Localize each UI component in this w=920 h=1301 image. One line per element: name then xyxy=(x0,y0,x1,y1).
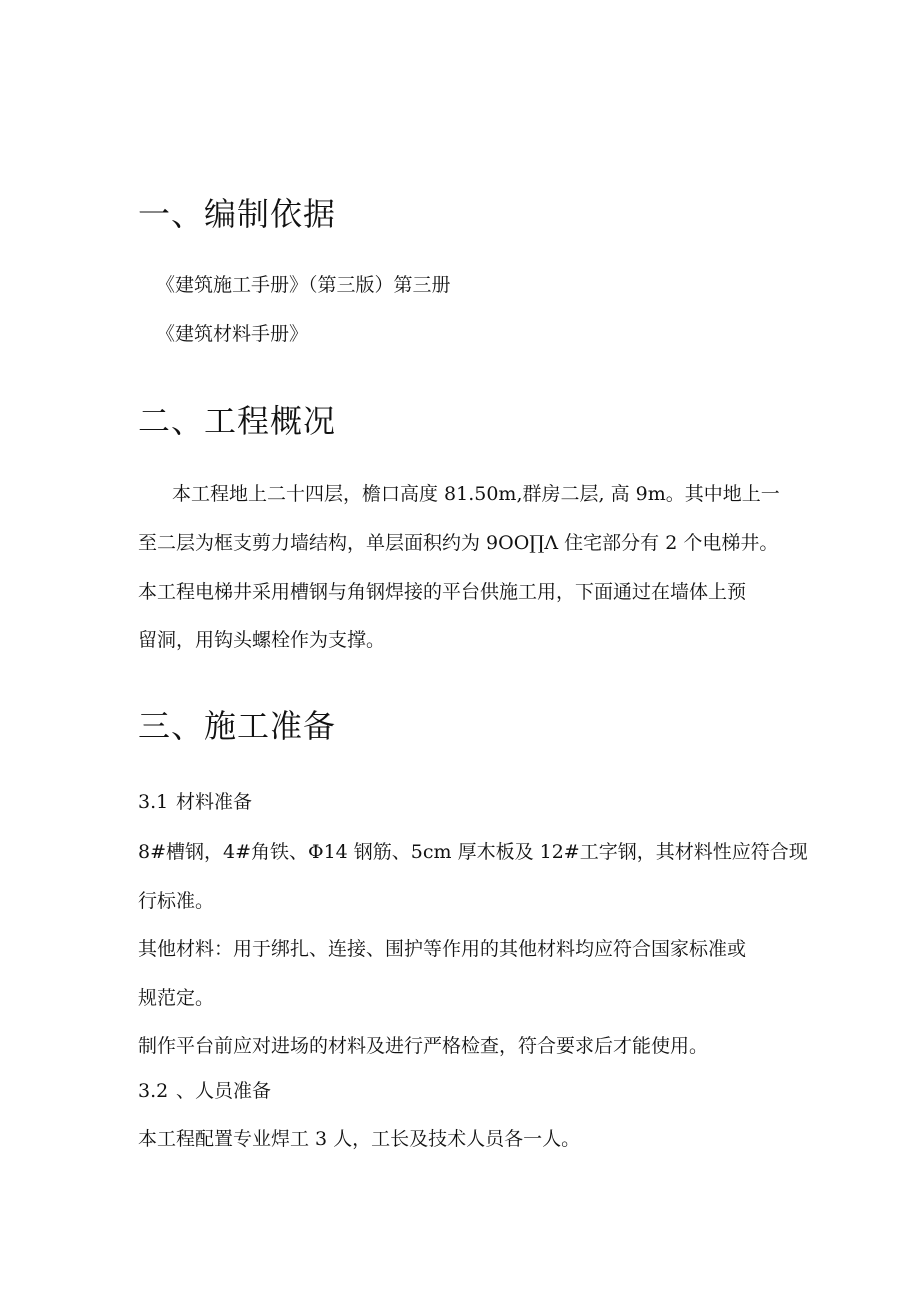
overview-line-4: 留洞，用钩头螺栓作为支撑。 xyxy=(138,629,386,651)
materials-line-3: 其他材料：用于绑扎、连接、围护等作用的其他材料均应符合国家标准或 xyxy=(138,938,747,960)
personnel-line-1: 本工程配置专业焊工 3 人，工长及技术人员各一人。 xyxy=(138,1128,581,1150)
materials-line-4: 规范定。 xyxy=(138,987,215,1009)
section-heading-basis: 一、编制依据 xyxy=(138,195,337,233)
subsection-heading-materials xyxy=(138,790,252,814)
materials-line-1: 8#槽钢，4#角铁、Φ14 钢筋、5cm 厚木板及 12#工字钢，其材料性应符合现 xyxy=(138,841,808,863)
materials-line-5: 制作平台前应对进场的材料及进行严格检查，符合要求后才能使用。 xyxy=(138,1035,709,1057)
materials-line-2: 行标准。 xyxy=(138,890,215,912)
subsection-number: 3.2 xyxy=(138,1080,169,1102)
overview-line-2: 至二层为框支剪力墙结构，单层面积约为 9OO∏Λ 住宅部分有 2 个电梯井。 xyxy=(138,532,779,554)
section-heading-overview: 二、工程概况 xyxy=(138,402,337,440)
section-heading-preparation: 三、施工准备 xyxy=(138,707,337,745)
reference-construction-handbook: 《建筑施工手册》（第三版）第三册 xyxy=(156,274,451,296)
overview-line-1: 本工程地上二十四层，檐口高度 81.50m,群房二层, 高 9m。其中地上一 xyxy=(172,483,780,505)
subsection-title: 、人员准备 xyxy=(176,1080,272,1102)
reference-materials-handbook: 《建筑材料手册》 xyxy=(156,323,309,345)
overview-line-3: 本工程电梯井采用槽钢与角钢焊接的平台供施工用，下面通过在墙体上预 xyxy=(138,581,747,603)
subsection-title: 材料准备 xyxy=(176,791,253,813)
subsection-heading-personnel xyxy=(138,1079,271,1103)
subsection-number: 3.1 xyxy=(138,791,169,813)
